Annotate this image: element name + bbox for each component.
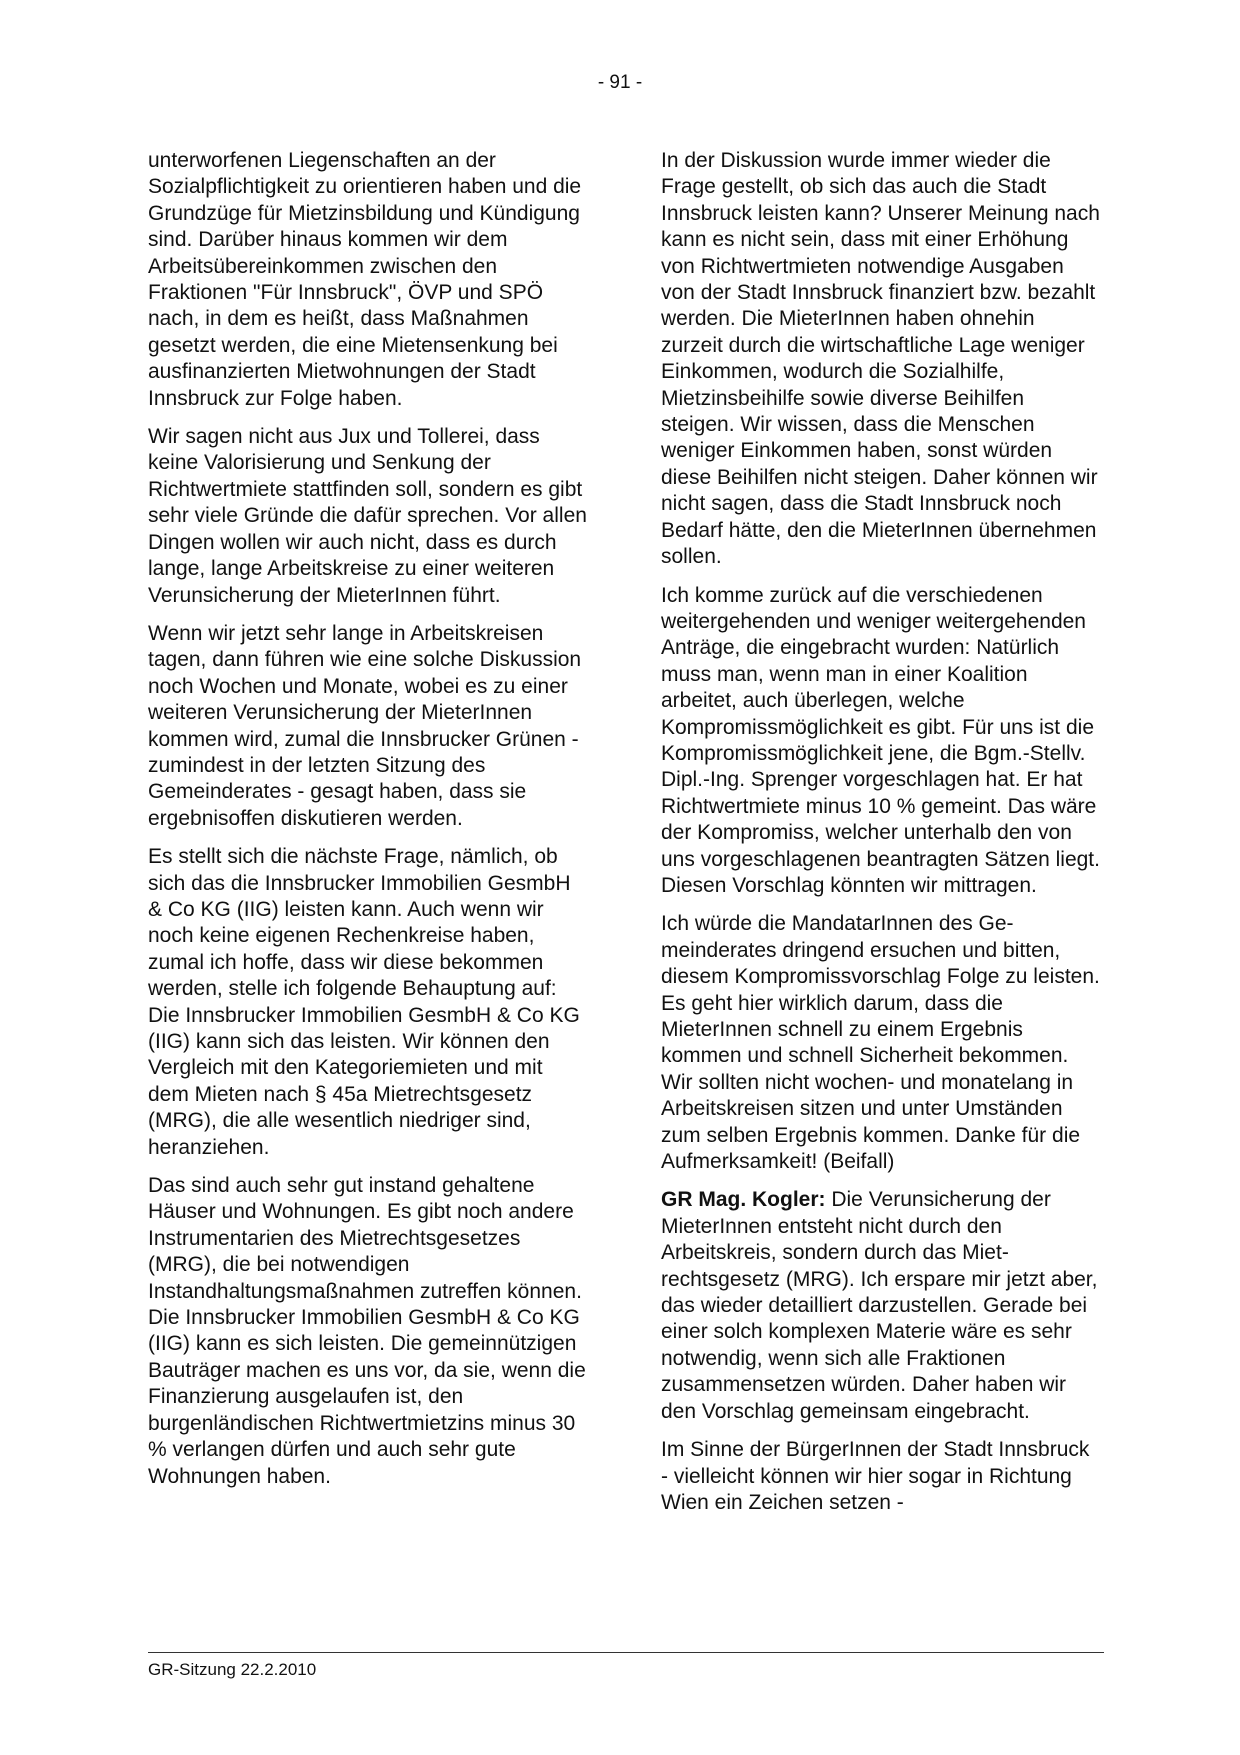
paragraph: Das sind auch sehr gut instand gehaltene Häuser und Wohnungen. Es gibt noch andere Instrumentarien des Mietrechtsgesetzes (MRG), die bei notwendigen Instandhaltungsmaßnahmen zutreffen können. Die Innsbrucker Immobilien GesmbH & Co KG (IIG) kann es sich leisten. Die gemeinnützigen Bauträger machen es uns vor, da sie, wenn die Finanzierung ausgelaufen ist, den burgenländischen Richtwertmietzins minus 30 % verlangen dürfen und auch sehr gute Wohnungen haben. (148, 1174, 586, 1488)
paragraph: Wir sagen nicht aus Jux und Tollerei, dass keine Valorisierung und Senkung der Richtwertmiete stattfinden soll, sondern es gibt sehr viele Gründe die dafür sprechen. Vor allen Dingen wollen wir auch nicht, dass es durch lange, lange Arbeitskreise zu einer weiteren Verunsicherung der MieterInnen führt. (148, 425, 587, 607)
paragraph: Im Sinne der BürgerInnen der Stadt Innsbruck - vielleicht können wir hier sogar in Richtung Wien ein Zeichen setzen - (661, 1438, 1090, 1514)
speaker-name: GR Mag. Kogler: (661, 1188, 826, 1212)
page-number: - 91 - (597, 72, 643, 93)
footer-divider (148, 1652, 1104, 1653)
paragraph: Ich komme zurück auf die verschiedenen weitergehenden und weniger weitergehenden Anträge, die eingebracht wurden: Natürlich muss man, wenn man in einer Koalition arbeitet, auch überlegen, welche Kompromissmöglichkeit es gibt. Für uns ist die Kompromissmöglichkeit jene, die Bgm.-Stellv. Dipl.-Ing. Sprenger vorgeschlagen hat. Er hat Richtwertmiete minus 10 % gemeint. Das wäre der Kompromiss, welcher unterhalb den von uns vorgeschlagenen beantragten Sätzen liegt. Diesen Vorschlag könnten wir mittragen. (661, 583, 1100, 897)
paragraph: Es stellt sich die nächste Frage, nämlich, ob sich das die Innsbrucker Immobilien GesmbH & Co KG (IIG) leisten kann. Auch wenn wir noch keine eigenen Rechenkreise haben, zumal ich hoffe, dass wir diese bekommen werden, stelle ich folgende Behauptung auf: Die Innsbrucker Immobilien GesmbH & Co KG (IIG) kann sich das leisten. Wir können den Vergleich mit den Kategoriemieten und mit dem Mieten nach § 45a Mietrechtsgesetz (MRG), die alle wesentlich niedriger sind, heranziehen. (148, 845, 580, 1159)
right-column (661, 148, 1101, 1528)
footer-session-label: GR-Sitzung 22.2.2010 (148, 1660, 317, 1679)
paragraph: In der Diskussion wurde immer wieder die Frage gestellt, ob sich das auch die Stadt Innsbruck leisten kann? Unserer Meinung nach kann es nicht sein, dass mit einer Erhöhung von Richtwertmieten notwendige Ausgaben von der Stadt Innsbruck finanziert bzw. bezahlt werden. Die MieterInnen haben ohnehin zurzeit durch die wirtschaftliche Lage weniger Einkommen, wodurch die Sozialhilfe, Mietzinsbeihilfe sowie diverse Beihilfen steigen. Wir wissen, dass die Menschen weniger Einkommen haben, sonst würden diese Beihilfen nicht steigen. Daher können wir nicht sagen, dass die Stadt Innsbruck noch Bedarf hätte, den die MieterInnen übernehmen sollen. (661, 149, 1100, 569)
paragraph: Wenn wir jetzt sehr lange in Arbeitskreisen tagen, dann führen wie eine solche Diskussion noch Wochen und Monate, wobei es zu einer weiteren Verunsicherung der MieterInnen kommen wird, zumal die Innsbrucker Grünen - zumindest in der letzten Sitzung des Gemeinderates - gesagt haben, dass sie ergebnisoffen diskutieren werden. (148, 621, 582, 830)
left-column (148, 148, 588, 1502)
paragraph: unterworfenen Liegenschaften an der Sozialpflichtigkeit zu orientieren haben und die Grundzüge für Mietzinsbildung und Kündigung sind. Darüber hinaus kommen wir dem Arbeitsübereinkommen zwischen den Fraktionen "Für Innsbruck", ÖVP und SPÖ nach, in dem es heißt, dass Maßnahmen gesetzt werden, die eine Mietensenkung bei ausfinanzierten Mietwohnungen der Stadt Innsbruck zur Folge haben. (148, 149, 582, 410)
speech-paragraph (661, 1187, 1101, 1425)
speech-text: Die Verunsicherung der MieterInnen entsteht nicht durch den Arbeitskreis, sondern durch das Mietrechtsgesetz (MRG). Ich erspare mir jetzt aber, das wieder detailliert darzustellen. Gerade bei einer solch komplexen Materie wäre es sehr notwendig, wenn sich alle Fraktionen zusammensetzen würden. Daher haben wir den Vorschlag gemeinsam eingebracht. (661, 1188, 1098, 1423)
paragraph: Ich würde die MandatarInnen des Gemeinderates dringend ersuchen und bitten, diesem Kompromissvorschlag Folge zu leisten. Es geht hier wirklich darum, dass die MieterInnen schnell zu einem Ergebnis kommen und schnell Sicherheit bekommen. Wir sollten nicht wochen- und monatelang in Arbeitskreisen sitzen und unter Umständen zum selben Ergebnis kommen. Danke für die Aufmerksamkeit! (Beifall) (661, 912, 1100, 1174)
